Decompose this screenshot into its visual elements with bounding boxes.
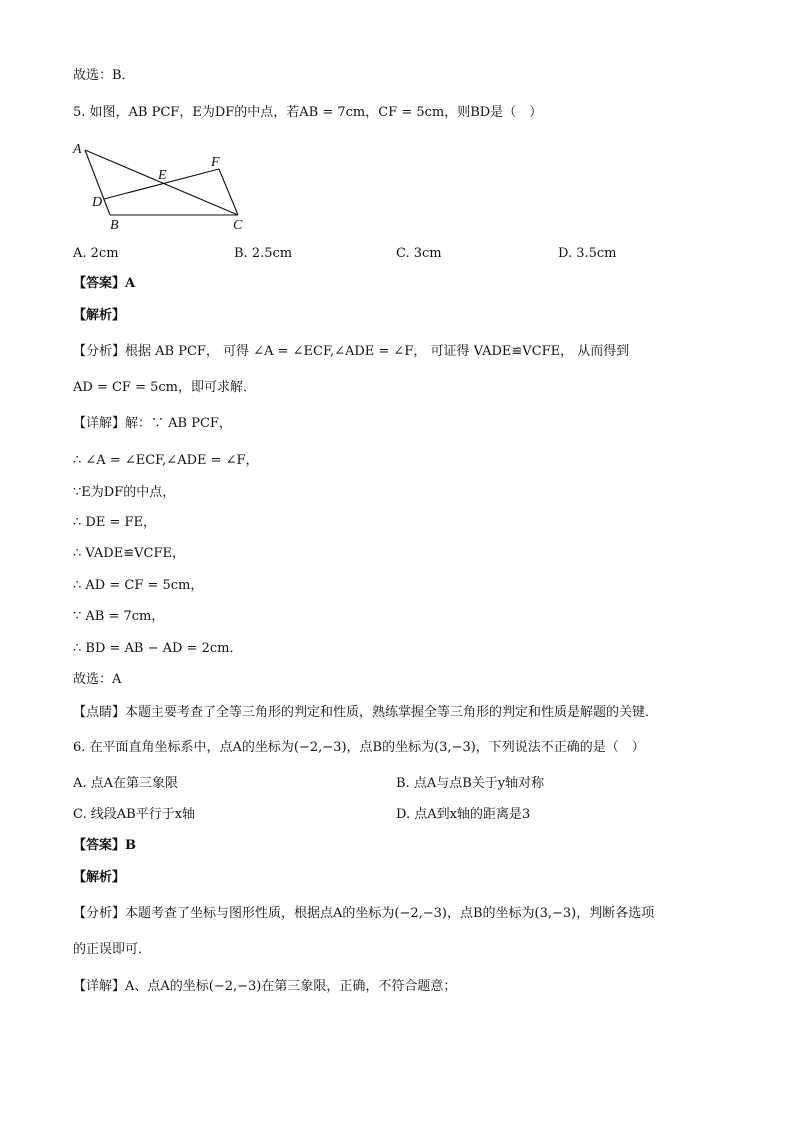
previous-answer-end: 故选：B．: [73, 68, 135, 83]
label-A: A: [73, 142, 82, 157]
q5-detail-3: ∵E为DF的中点，: [73, 485, 176, 500]
label-D: D: [92, 195, 103, 210]
q6-detail-1: 【详解】A、点A的坐标(−2,−3)在第三象限，正确，不符合题意；: [73, 979, 457, 994]
label-E: E: [158, 168, 167, 183]
q6-answer: 【答案】B: [73, 838, 136, 853]
q5-option-c: C. 3cm: [396, 246, 442, 261]
q6-analysis-line-2: 的正误即可．: [73, 942, 152, 957]
q5-detail-2: ∴ ∠A = ∠ECF,∠ADE = ∠F，: [73, 453, 259, 468]
label-F: F: [211, 155, 220, 170]
q5-detail-6: ∴ AD = CF = 5cm，: [73, 578, 204, 593]
q5-option-b: B. 2.5cm: [234, 246, 293, 261]
q6-analysis-title: 【解析】: [73, 870, 126, 885]
q6-option-c: C. 线段AB平行于x轴: [73, 807, 196, 822]
q5-comment: 【点睛】本题主要考查了全等三角形的判定和性质，熟练掌握全等三角形的判定和性质是解题的关键．: [73, 705, 659, 720]
geometry-figure: [70, 138, 250, 234]
q5-option-a: A. 2cm: [73, 246, 119, 261]
q6-option-b: B. 点A与点B关于y轴对称: [396, 776, 545, 791]
q5-detail-8: ∴ BD = AB − AD = 2cm．: [73, 641, 243, 656]
q5-detail-7: ∵ AB = 7cm，: [73, 609, 165, 624]
q5-analysis-title: 【解析】: [73, 308, 126, 323]
q5-detail-1: 【详解】解：∵ AB PCF，: [73, 416, 232, 431]
label-B: B: [110, 218, 119, 233]
q5-detail-5: ∴ VADE≌VCFE，: [73, 546, 185, 561]
label-C: C: [233, 218, 243, 233]
q5-option-d: D. 3.5cm: [558, 246, 617, 261]
q5-analysis-line-2: AD = CF = 5cm，即可求解．: [73, 380, 256, 395]
question-6-stem: 6. 在平面直角坐标系中，点A的坐标为(−2,−3)，点B的坐标为(3,−3)，下列说法不正确的是（ ）: [73, 740, 645, 755]
question-5-stem: 5. 如图，AB PCF，E为DF的中点，若AB = 7cm，CF = 5cm，则BD是（ ）: [73, 105, 543, 120]
q5-result: 故选：A: [73, 672, 122, 687]
q5-answer: 【答案】A: [73, 276, 136, 291]
q5-analysis-line-1: 【分析】根据 AB PCF， 可得 ∠A = ∠ECF,∠ADE = ∠F， 可证得 VADE≌VCFE， 从而得到: [73, 344, 630, 359]
q5-detail-4: ∴ DE = FE，: [73, 515, 156, 530]
q6-analysis-line-1: 【分析】本题考查了坐标与图形性质，根据点A的坐标为(−2,−3)，点B的坐标为(3,−3)，判断各选项: [73, 906, 655, 921]
q6-option-a: A. 点A在第三象限: [73, 776, 179, 791]
q6-option-d: D. 点A到x轴的距离是3: [396, 807, 531, 822]
